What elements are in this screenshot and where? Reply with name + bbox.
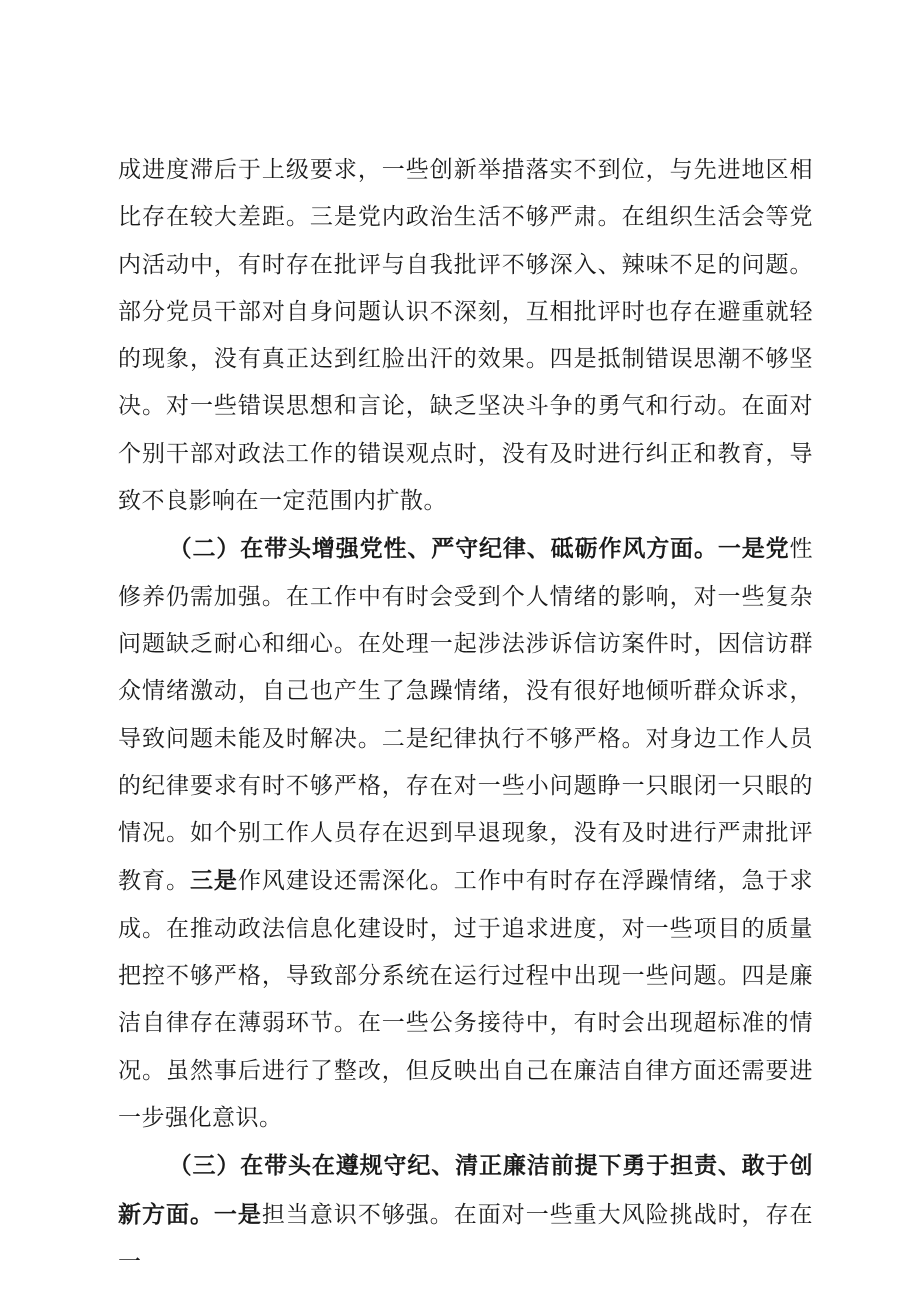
paragraph-continuation <box>118 147 813 525</box>
paragraph-section-three <box>118 1142 813 1286</box>
section-two-text-a: 性修养仍需加强。在工作中有时会受到个人情绪的影响，对一些复杂问题缺乏耐心和细心。在处理一起涉法涉诉信访案件时，因信访群众情绪激动，自己也产生了急躁情绪，没有很好地倾听群众诉求，导致问题未能及时解决。二是纪律执行不够严格。对身边工作人员的纪律要求有时不够严格，存在对一些小问题睁一只眼闭一只眼的情况。如个别工作人员存在迟到早退现象，没有及时进行严肃批评教育。 <box>118 536 813 895</box>
section-two-bold-marker: 三是 <box>189 867 238 895</box>
document-body <box>118 147 813 1286</box>
paragraph-section-two <box>118 525 813 1142</box>
section-two-heading: （二）在带头增强党性、严守纪律、砥砺作风方面。一是党 <box>168 535 790 563</box>
section-three-heading: （三）在带头在遵规守纪、清正廉洁前提下勇于担责、敢于创新方面。一是 <box>118 1152 813 1228</box>
section-two-text-b: 作风建设还需深化。工作中有时存在浮躁情绪，急于求成。在推动政法信息化建设时，过于追求进度，对一些项目的质量把控不够严格，导致部分系统在运行过程中出现一些问题。四是廉洁自律存在薄弱环节。在一些公务接待中，有时会出现超标准的情况。虽然事后进行了整改，但反映出自己在廉洁自律方面还需要进一步强化意识。 <box>118 868 814 1131</box>
section-three-text: 担当意识不够强。在面对一些重大风险挑战时，存在一 <box>118 1201 814 1275</box>
paragraph-text: 成进度滞后于上级要求，一些创新举措落实不到位，与先进地区相比存在较大差距。三是党内政治生活不够严肃。在组织生活会等党内活动中，有时存在批评与自我批评不够深入、辣味不足的问题。部分党员干部对自身问题认识不深刻，互相批评时也存在避重就轻的现象，没有真正达到红脸出汗的效果。四是抵制错误思潮不够坚决。对一些错误思想和言论，缺乏坚决斗争的勇气和行动。在面对个别干部对政法工作的错误观点时，没有及时进行纠正和教育，导致不良影响在一定范围内扩散。 <box>118 157 813 515</box>
